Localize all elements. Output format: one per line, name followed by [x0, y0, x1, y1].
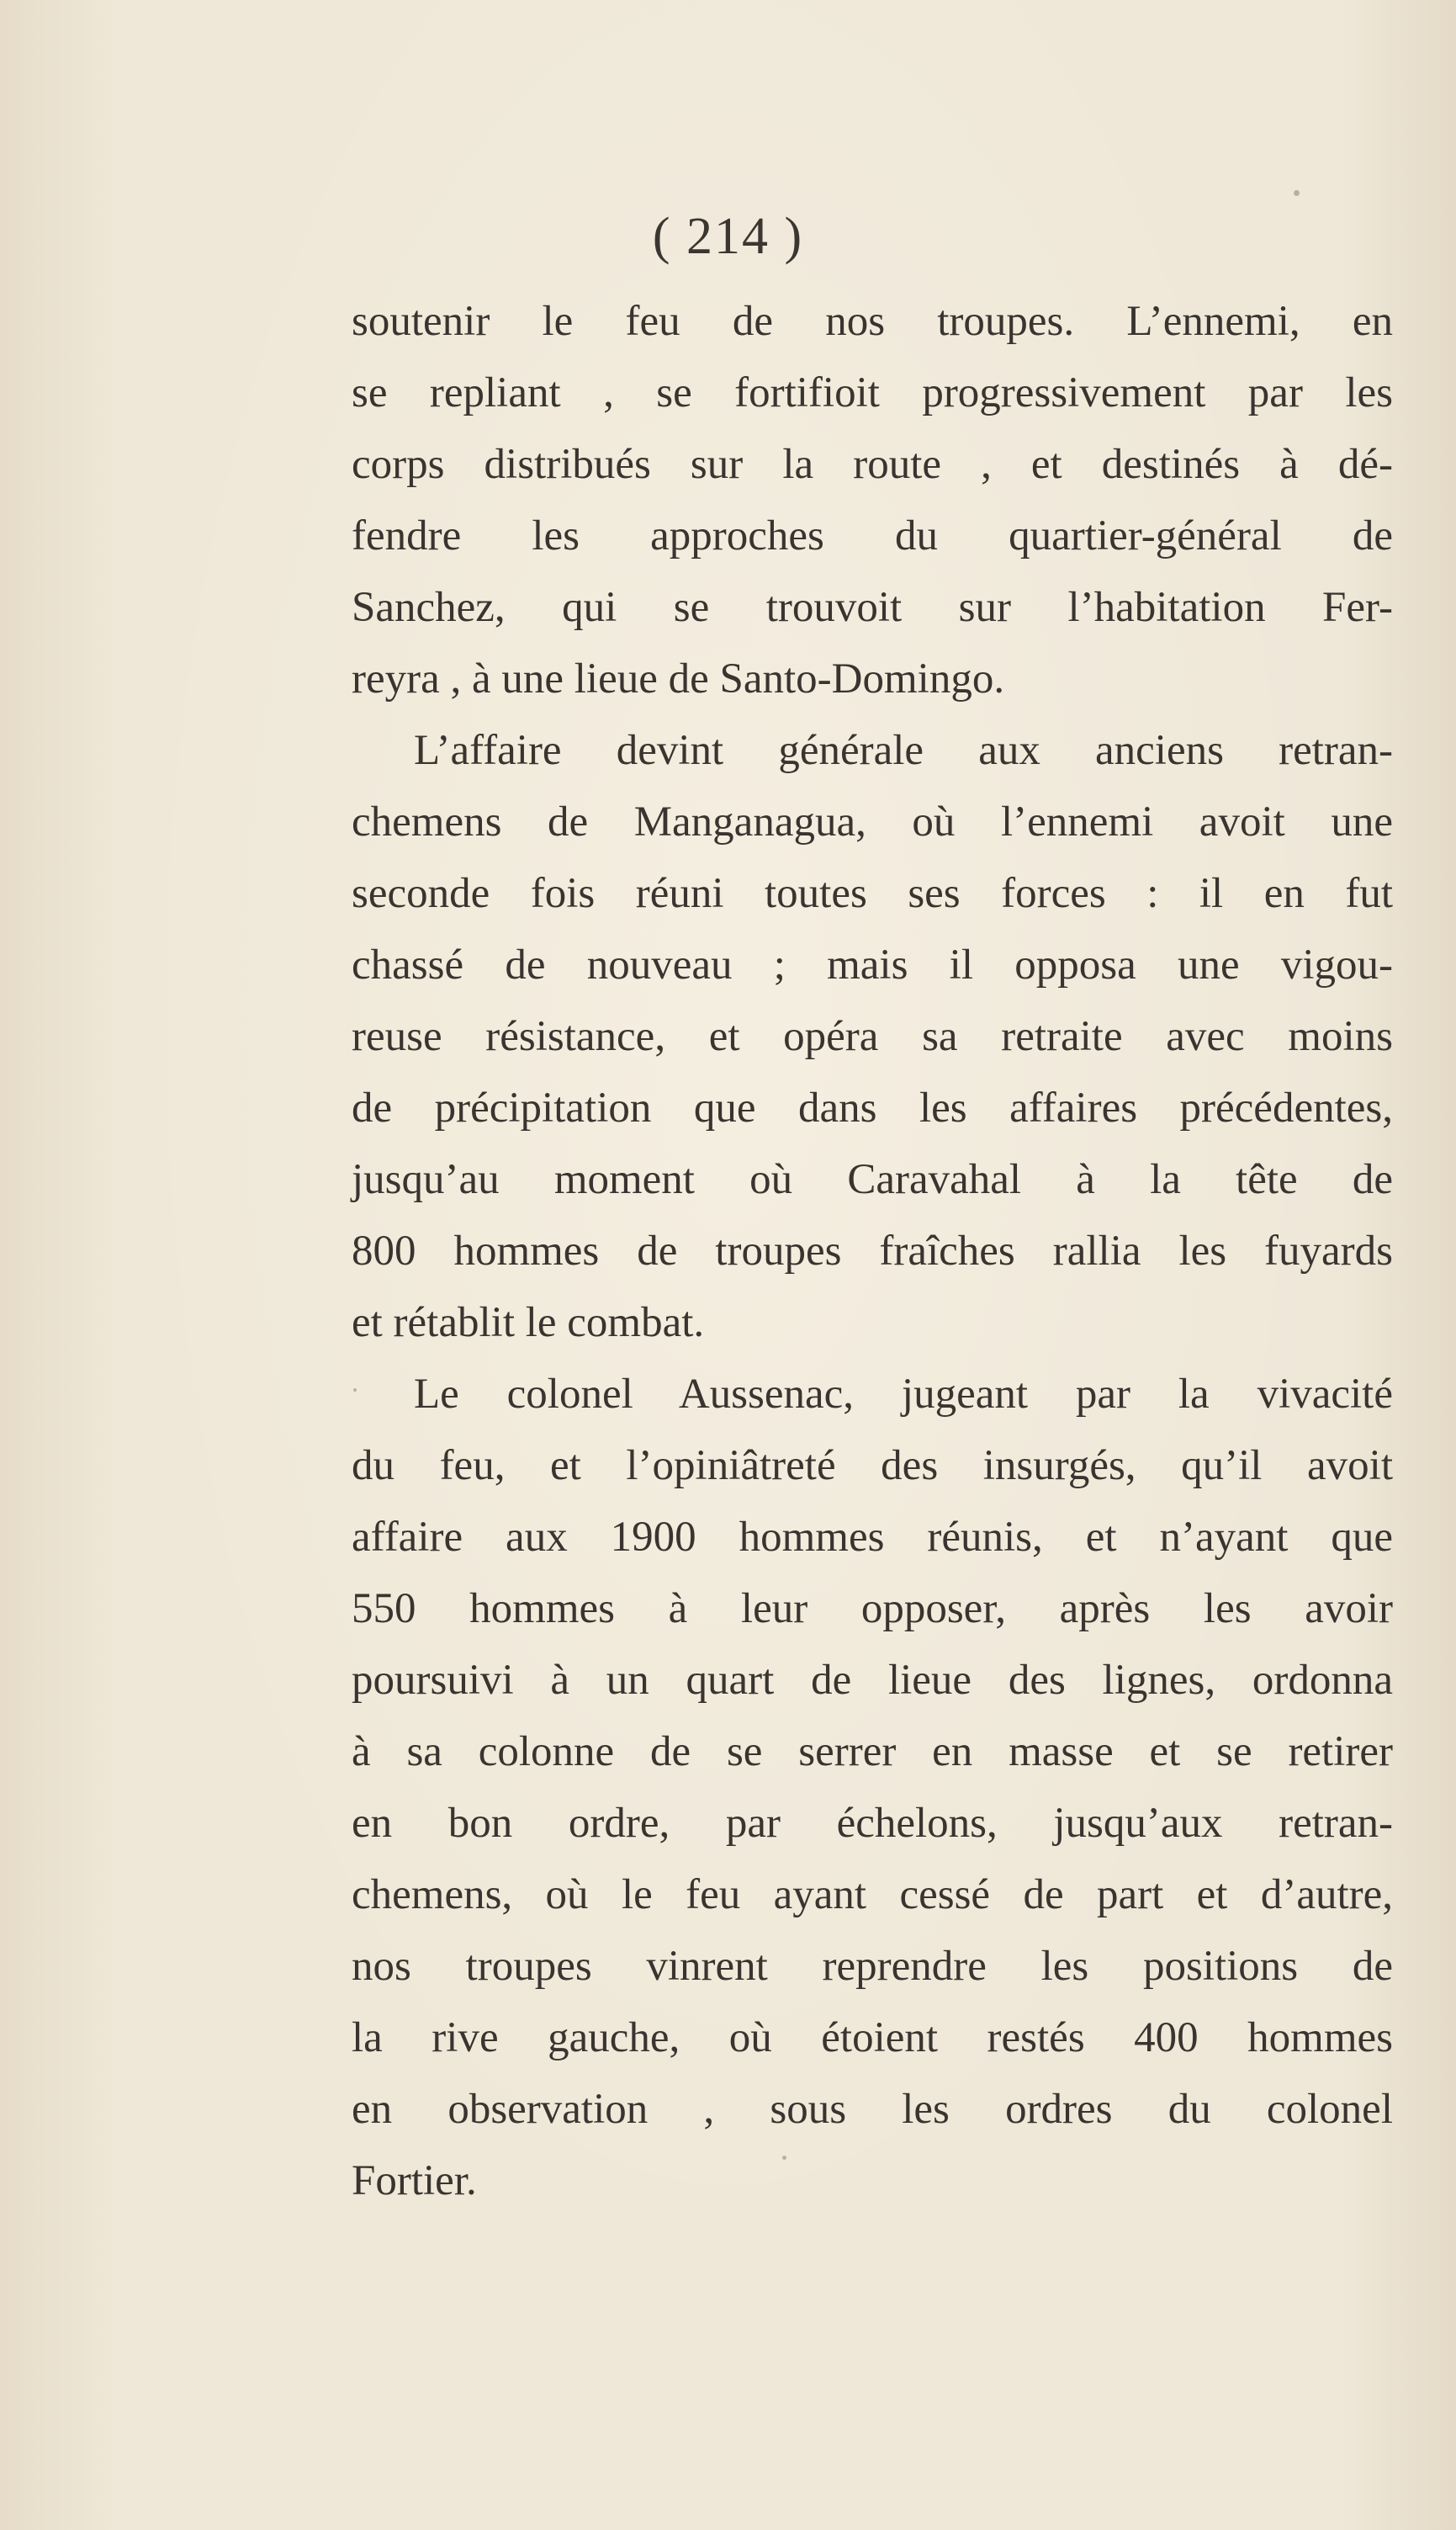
text-line: de précipitation que dans les affaires précédentes, — [352, 1085, 1393, 1132]
paper-speck — [782, 2156, 786, 2160]
paragraph-first-line: L’affaire devint générale aux anciens retran- — [414, 727, 1393, 774]
text-line: nos troupes vinrent reprendre les positions de — [352, 1943, 1393, 1990]
text-line: jusqu’au moment où Caravahal à la tête de — [352, 1156, 1393, 1203]
text-line: fendre les approches du quartier-général de — [352, 512, 1393, 560]
text-line: soutenir le feu de nos troupes. L’ennemi, en — [352, 298, 1393, 345]
text-line: du feu, et l’opiniâtreté des insurgés, qu’il avoit — [352, 1442, 1393, 1489]
paper-speck — [1294, 190, 1300, 196]
text-line: à sa colonne de se serrer en masse et se retirer — [352, 1728, 1393, 1775]
text-line: 550 hommes à leur opposer, après les avoir — [352, 1585, 1393, 1632]
body-text — [352, 286, 1393, 2217]
text-line: la rive gauche, où étoient restés 400 hommes — [352, 2014, 1393, 2061]
text-line: Sanchez, qui se trouvoit sur l’habitation Fer- — [352, 584, 1393, 631]
paragraph-first-line: Le colonel Aussenac, jugeant par la vivacité — [414, 1371, 1393, 1418]
paper-speck — [353, 1388, 357, 1392]
page-number: ( 214 ) — [652, 208, 804, 265]
text-line: se repliant , se fortifioit progressivement par les — [352, 369, 1393, 416]
text-line: Fortier. — [352, 2157, 477, 2204]
text-line: en bon ordre, par échelons, jusqu’aux retran- — [352, 1800, 1393, 1847]
text-line: poursuivi à un quart de lieue des lignes, ordonna — [352, 1657, 1393, 1704]
text-line: 800 hommes de troupes fraîches rallia les fuyards — [352, 1228, 1393, 1275]
text-line: corps distribués sur la route , et destinés à dé- — [352, 441, 1393, 488]
text-line: en observation , sous les ordres du colonel — [352, 2086, 1393, 2133]
text-line: chemens de Manganagua, où l’ennemi avoit une — [352, 798, 1393, 846]
text-line: chassé de nouveau ; mais il opposa une vigou- — [352, 941, 1393, 989]
text-line: reuse résistance, et opéra sa retraite avec moins — [352, 1013, 1393, 1060]
text-line: affaire aux 1900 hommes réunis, et n’ayant que — [352, 1514, 1393, 1561]
text-line: chemens, où le feu ayant cessé de part et d’autre, — [352, 1871, 1393, 1918]
text-line: et rétablit le combat. — [352, 1299, 705, 1346]
text-line: seconde fois réuni toutes ses forces : il en fut — [352, 870, 1393, 917]
text-line: reyra , à une lieue de Santo-Domingo. — [352, 655, 1005, 703]
